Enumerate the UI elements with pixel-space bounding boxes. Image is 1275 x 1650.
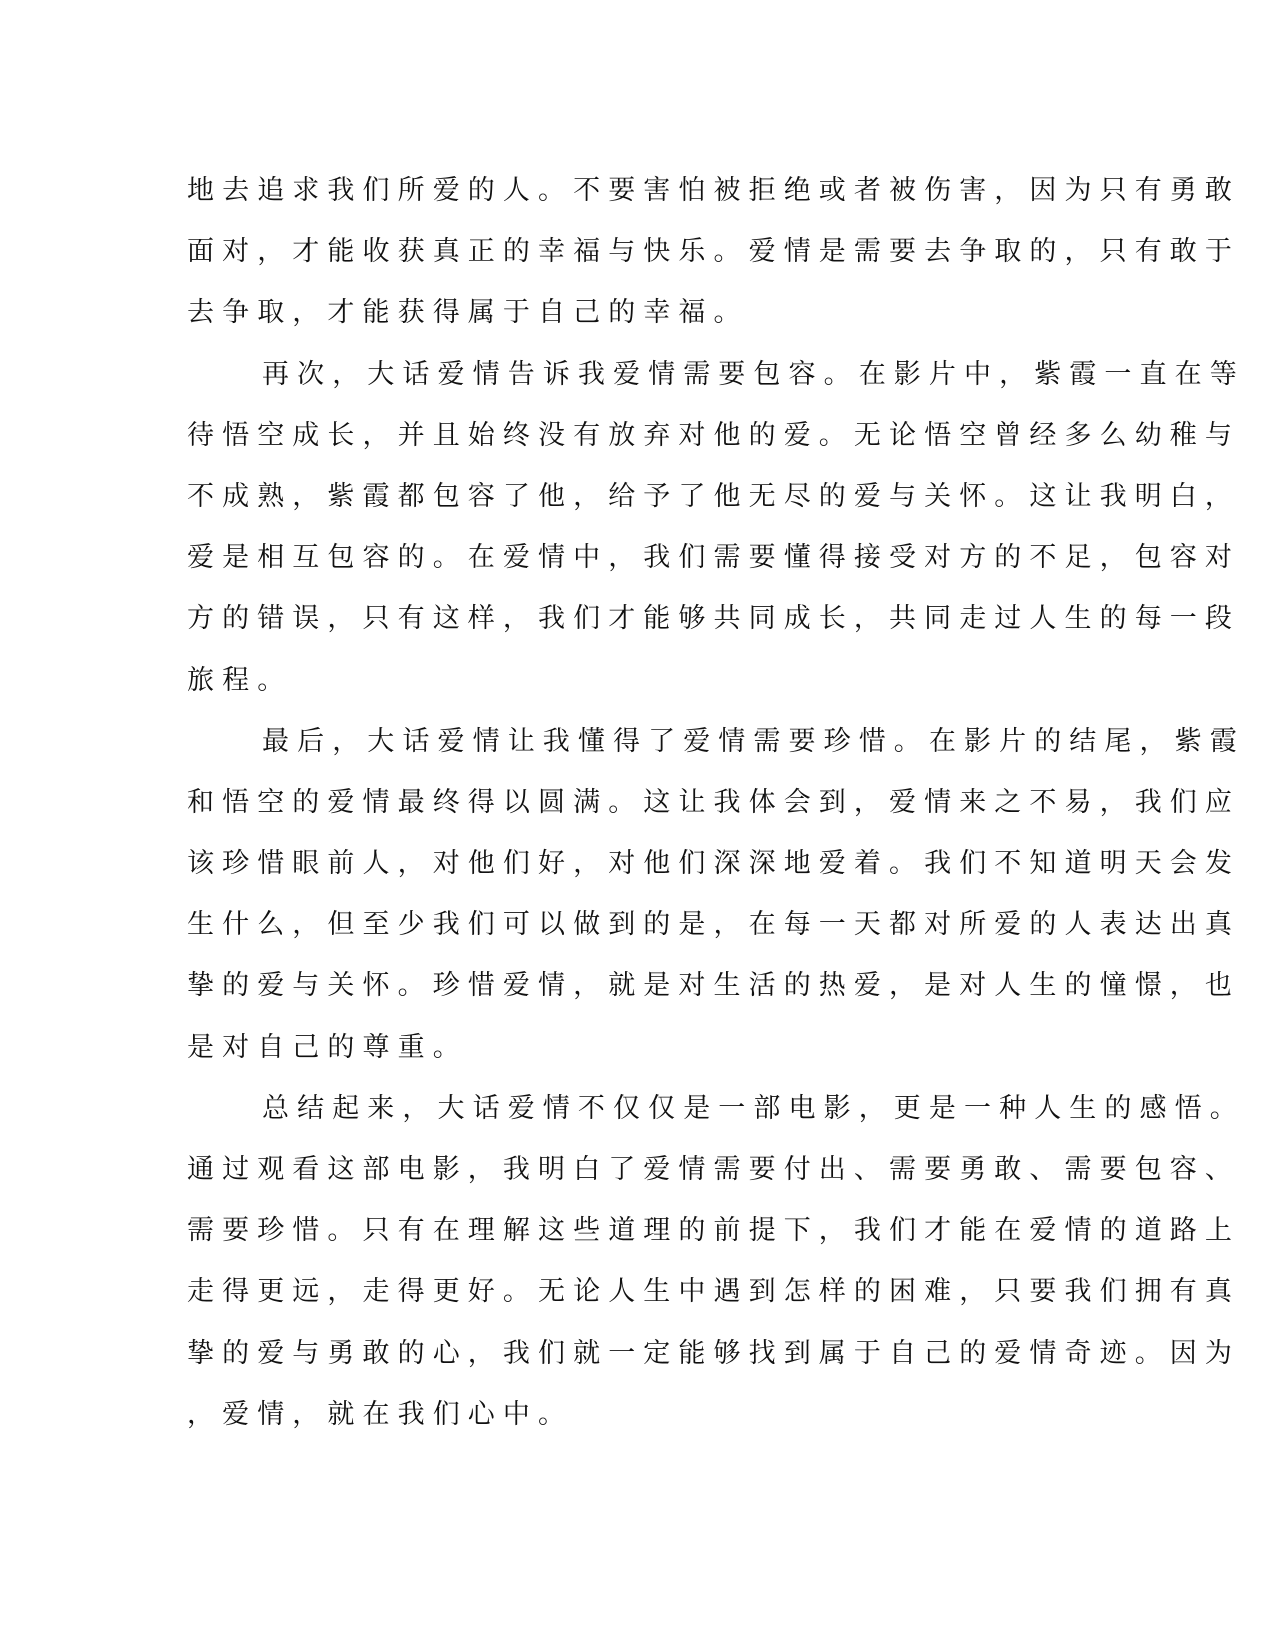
- paragraph: [187, 344, 1245, 711]
- text-line: ，爱情，就在我们心中。: [187, 1398, 574, 1430]
- text-line: 方的错误，只有这样，我们才能够共同成长，共同走过人生的每一段: [187, 603, 1240, 635]
- text-line: 该珍惜眼前人，对他们好，对他们深深地爱着。我们不知道明天会发: [187, 848, 1240, 880]
- text-line: 再次，大话爱情告诉我爱情需要包容。在影片中，紫霞一直在等: [262, 358, 1245, 390]
- text-line: 生什么，但至少我们可以做到的是，在每一天都对所爱的人表达出真: [187, 909, 1240, 941]
- text-line: 总结起来，大话爱情不仅仅是一部电影，更是一种人生的感悟。: [262, 1092, 1245, 1124]
- text-line: 通过观看这部电影，我明白了爱情需要付出、需要勇敢、需要包容、: [187, 1154, 1240, 1185]
- text-line: 挚的爱与勇敢的心，我们就一定能够找到属于自己的爱情奇迹。因为: [187, 1337, 1240, 1369]
- text-line: 不成熟，紫霞都包容了他，给予了他无尽的爱与关怀。这让我明白，: [187, 480, 1240, 512]
- text-line: 需要珍惜。只有在理解这些道理的前提下，我们才能在爱情的道路上: [187, 1215, 1240, 1247]
- text-line: 挚的爱与关怀。珍惜爱情，就是对生活的热爱，是对人生的憧憬，也: [187, 970, 1240, 1002]
- text-line: 面对，才能收获真正的幸福与快乐。爱情是需要去争取的，只有敢于: [187, 236, 1240, 268]
- paragraph: [187, 1078, 1245, 1445]
- paragraph: [187, 160, 1240, 344]
- text-line: 待悟空成长，并且始终没有放弃对他的爱。无论悟空曾经多么幼稚与: [187, 419, 1240, 451]
- text-line: 和悟空的爱情最终得以圆满。这让我体会到，爱情来之不易，我们应: [187, 786, 1240, 818]
- body-text: [187, 160, 1245, 1445]
- text-line: 地去追求我们所爱的人。不要害怕被拒绝或者被伤害，因为只有勇敢: [187, 175, 1240, 206]
- text-line: 去争取，才能获得属于自己的幸福。: [187, 297, 749, 329]
- text-line: 走得更远，走得更好。无论人生中遇到怎样的困难，只要我们拥有真: [187, 1276, 1240, 1308]
- paragraph: [187, 711, 1245, 1078]
- text-line: 爱是相互包容的。在爱情中，我们需要懂得接受对方的不足，包容对: [187, 542, 1240, 574]
- text-line: 旅程。: [187, 664, 293, 696]
- text-line: 是对自己的尊重。: [187, 1031, 468, 1063]
- text-line: 最后，大话爱情让我懂得了爱情需要珍惜。在影片的结尾，紫霞: [262, 725, 1245, 757]
